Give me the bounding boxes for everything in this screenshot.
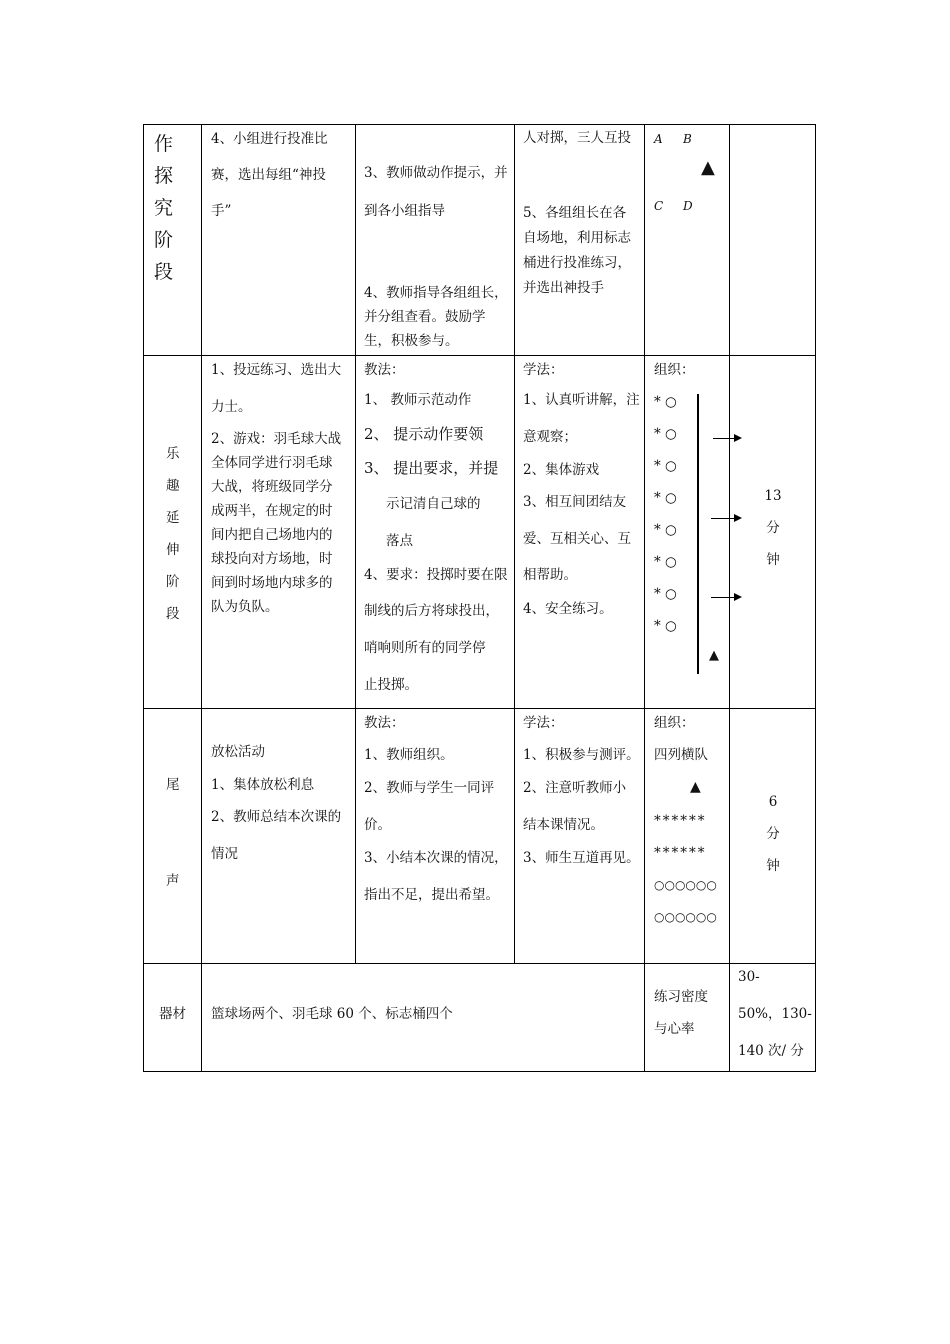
equipment-label: 器材 [159, 1006, 186, 1022]
formation-row: ****** [654, 813, 707, 829]
formation-row: ○○○○○○ [654, 878, 717, 892]
teacher-triangle-icon: ▲ [709, 648, 719, 663]
teacher-line: 哨响则所有的同学停 [364, 640, 486, 656]
student-line: 2、集体游戏 [523, 462, 600, 478]
content-line: 成两半，在规定的时 [211, 503, 333, 519]
content-line: 情况 [211, 846, 238, 862]
teacher-line: 2、 提示动作要领 [364, 425, 484, 443]
content-line: 4、小组进行投准比 [211, 131, 328, 147]
teacher-triangle-icon: ▲ [701, 157, 715, 178]
time-value: 6 [768, 794, 778, 810]
content-line: 1、集体放松利息 [211, 777, 315, 793]
position-label-c: C [654, 199, 664, 213]
content-line: 全体同学进行羽毛球 [211, 455, 333, 471]
student-line: 相帮助。 [523, 567, 577, 583]
time-unit: 钟 [766, 552, 780, 568]
teacher-line: 生，积极参与。 [364, 333, 459, 349]
teacher-line: 并分组查看。鼓励学 [364, 309, 486, 325]
student-line: 结本课情况。 [523, 817, 604, 833]
content-line: 2、教师总结本次课的 [211, 809, 342, 825]
teacher-line: 制线的后方将球投出， [364, 603, 499, 619]
teacher-triangle-icon: ▲ [690, 779, 701, 795]
content-line: 手” [211, 203, 232, 219]
teacher-line: 1、教师组织。 [364, 747, 454, 763]
teacher-line: 价。 [364, 817, 391, 833]
student-line: 学法： [523, 362, 564, 378]
student-line: 1、认真听讲解，注 [523, 392, 640, 408]
org-cell-ending [645, 709, 730, 964]
content-line: 间内把自己场地内的 [211, 527, 333, 543]
org-label: 组织： [654, 715, 695, 731]
stage-label-fun: 乐 趣 延 伸 阶 段 [166, 446, 180, 622]
equipment-items-cell [202, 964, 645, 1072]
content-line: 间到时场地内球多的 [211, 575, 333, 591]
student-line: 意观察； [523, 429, 577, 445]
org-cell-explore [645, 125, 730, 356]
content-line: 队为负队。 [211, 599, 279, 615]
org-label: 组织： [654, 362, 695, 378]
stage-cell-fun [144, 356, 202, 709]
time-value: 13 [764, 488, 782, 504]
equipment-label-cell [144, 964, 202, 1072]
student-line: 人对掷，三人互投 [523, 130, 631, 146]
teacher-line: 2、教师与学生一同评 [364, 780, 495, 796]
content-cell-ending [202, 709, 356, 964]
formation-row: * ○ [654, 586, 677, 602]
student-line: 3、相互间团结友 [523, 494, 627, 510]
teacher-line: 4、教师指导各组组长， [364, 285, 508, 301]
student-cell-fun [515, 356, 645, 709]
teacher-cell-ending [356, 709, 515, 964]
org-cell-fun [645, 356, 730, 709]
teacher-line: 3、小结本次课的情况， [364, 850, 508, 866]
time-unit: 分 [766, 826, 780, 842]
time-unit: 钟 [766, 858, 780, 874]
teacher-cell-fun [356, 356, 515, 709]
student-line: 并选出神投手 [523, 280, 604, 296]
time-cell-ending [730, 709, 816, 964]
content-cell-fun [202, 356, 356, 709]
density-value: 140 次/ 分 [738, 1043, 804, 1059]
time-unit: 分 [766, 520, 780, 536]
stage-label-ending: 尾 [166, 777, 180, 793]
teacher-line: 1、 教师示范动作 [364, 392, 472, 408]
lesson-plan-table [143, 124, 816, 1072]
time-cell-explore [730, 125, 816, 356]
formation-row: * ○ [654, 458, 677, 474]
student-cell-ending [515, 709, 645, 964]
teacher-line: 3、 提出要求，并提 [364, 459, 499, 477]
formation-row: * ○ [654, 554, 677, 570]
formation-row: * ○ [654, 522, 677, 538]
content-line: 1、投远练习、选出大 [211, 362, 342, 378]
teacher-line: 教法： [364, 362, 405, 378]
table-row-ending [144, 709, 816, 964]
stage-cell-explore [144, 125, 202, 356]
student-line: 5、各组组长在各 [523, 205, 627, 221]
teacher-line: 3、教师做动作提示，并 [364, 165, 508, 181]
density-label: 练习密度 [654, 989, 708, 1005]
density-cell [645, 964, 816, 1072]
formation-row: * ○ [654, 618, 677, 634]
content-line: 力士。 [211, 399, 252, 415]
content-line: 2、游戏：羽毛球大战 [211, 431, 342, 447]
density-label: 与心率 [654, 1021, 695, 1037]
content-line: 球投向对方场地，时 [211, 551, 333, 567]
teacher-line: 4、要求：投掷时要在限 [364, 567, 508, 583]
student-line: 1、积极参与测评。 [523, 747, 640, 763]
teacher-line: 止投掷。 [364, 677, 418, 693]
divider-line [697, 394, 699, 674]
formation-row: ****** [654, 845, 707, 861]
student-cell-explore [515, 125, 645, 356]
teacher-line: 到各小组指导 [364, 203, 445, 219]
time-cell-fun [730, 356, 816, 709]
teacher-line: 教法： [364, 715, 405, 731]
student-line: 3、师生互道再见。 [523, 850, 640, 866]
formation-row: * ○ [654, 394, 677, 410]
student-line: 2、注意听教师小 [523, 780, 627, 796]
teacher-line: 落点 [386, 533, 413, 549]
content-line: 赛，选出每组“神投 [211, 167, 326, 183]
position-label-a: A [654, 132, 663, 146]
content-line: 放松活动 [211, 744, 265, 760]
formation-row: * ○ [654, 490, 677, 506]
content-cell-explore [202, 125, 356, 356]
density-divider [729, 964, 730, 1071]
teacher-line: 示记清自己球的 [386, 496, 481, 512]
stage-cell-ending [144, 709, 202, 964]
density-value: 30- [738, 969, 760, 985]
equipment-items: 篮球场两个、羽毛球 60 个、标志桶四个 [211, 1006, 453, 1022]
table-row-fun [144, 356, 816, 709]
content-line: 大战，将班级同学分 [211, 479, 333, 495]
formation-label: 四列横队 [654, 747, 708, 763]
density-value: 50%，130- [738, 1006, 812, 1022]
formation-row: * ○ [654, 426, 677, 442]
student-line: 学法： [523, 715, 564, 731]
student-line: 爱、互相关心、互 [523, 531, 631, 547]
stage-label-ending: 声 [166, 873, 180, 889]
teacher-line: 指出不足，提出希望。 [364, 887, 499, 903]
table-row-equipment [144, 964, 816, 1072]
position-label-b: B [683, 132, 692, 146]
student-line: 桶进行投准练习， [523, 255, 631, 271]
formation-row: ○○○○○○ [654, 910, 717, 924]
student-line: 4、安全练习。 [523, 601, 613, 617]
student-line: 自场地，利用标志 [523, 230, 631, 246]
position-label-d: D [683, 199, 693, 213]
stage-label-explore: 作 探 究 阶 段 [154, 133, 174, 283]
table-row-explore [144, 125, 816, 356]
teacher-cell-explore [356, 125, 515, 356]
